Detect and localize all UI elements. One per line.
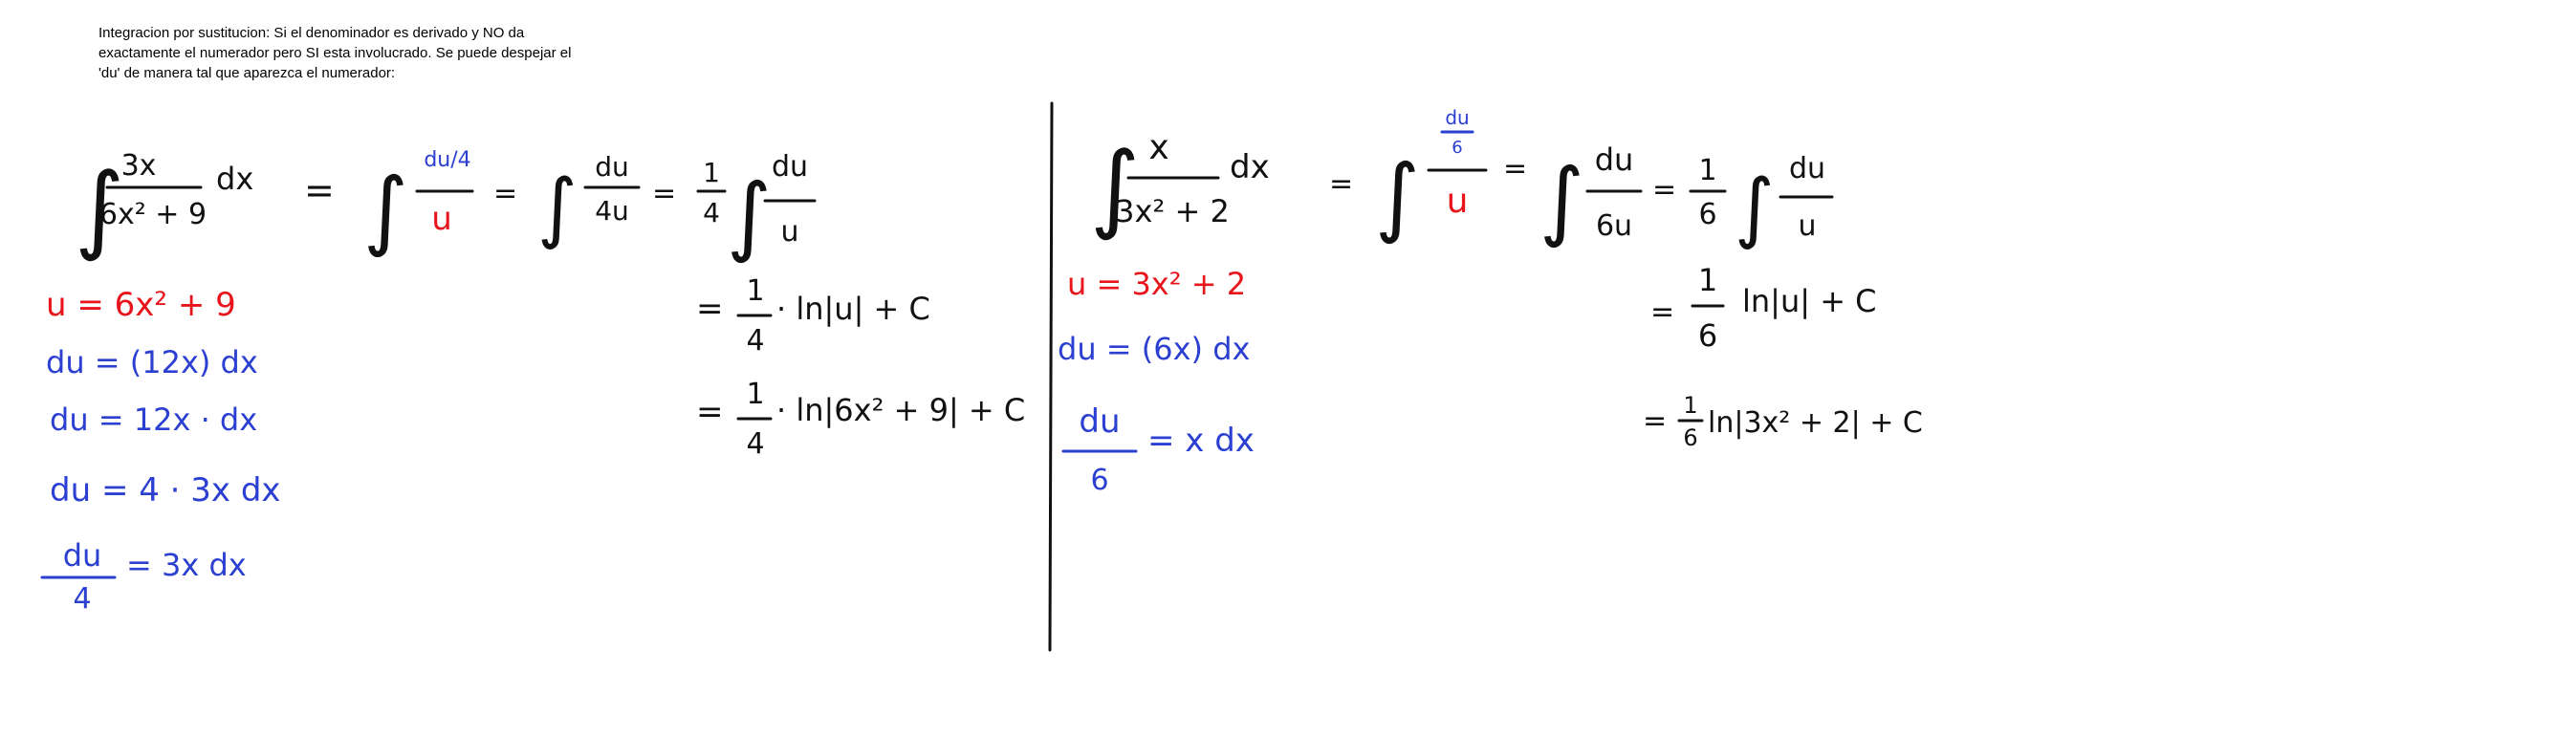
dx-label: dx — [216, 161, 254, 197]
equals-sign: = — [652, 177, 677, 210]
sub-denominator: u — [431, 200, 452, 238]
coefficient-denominator: 6 — [1698, 198, 1717, 231]
result-expression: · ln|u| + C — [776, 291, 930, 327]
sub-numerator: du/4 — [424, 148, 471, 172]
substitution-du: du = 12x · dx — [50, 402, 258, 438]
equals-sign: = — [696, 393, 724, 431]
integral-sign: ∫ — [537, 163, 578, 251]
integral-sign: ∫ — [1090, 131, 1141, 243]
right-example — [1058, 106, 1923, 497]
equals-sign: = — [1503, 152, 1528, 185]
fraction-numerator: du — [1079, 402, 1121, 441]
result-expression: · ln|6x² + 9| + C — [776, 392, 1026, 428]
fraction-numerator: du — [595, 151, 629, 183]
sub-denominator: u — [1446, 182, 1469, 221]
equals-sign: = — [696, 290, 724, 328]
fraction-denominator: 4u — [595, 195, 629, 227]
result-expression: ln|3x² + 2| + C — [1708, 406, 1923, 440]
substitution-result: = 3x dx — [126, 547, 247, 583]
substitution-u: u = 6x² + 9 — [46, 286, 236, 324]
left-example — [42, 148, 1025, 616]
substitution-du: du = (12x) dx — [46, 344, 258, 380]
integral-sign: ∫ — [1375, 146, 1420, 247]
coefficient-denominator: 4 — [746, 427, 765, 461]
equals-sign: = — [493, 177, 518, 210]
equals-sign: = — [1652, 173, 1677, 206]
coefficient-numerator: 1 — [746, 274, 765, 308]
substitution-result: = x dx — [1147, 422, 1255, 460]
coefficient-denominator: 6 — [1697, 317, 1718, 354]
coefficient-denominator: 6 — [1683, 424, 1698, 451]
coefficient-numerator: 1 — [703, 157, 720, 188]
intro-line-3: 'du' de manera tal que aparezca el numerador: — [98, 65, 396, 81]
coefficient-denominator: 4 — [746, 324, 765, 358]
fraction-numerator: du — [771, 150, 809, 184]
integral-sign: ∫ — [1539, 150, 1584, 250]
fraction-numerator: du — [1594, 141, 1634, 178]
coefficient-numerator: 1 — [1697, 262, 1718, 298]
divider-line — [1050, 103, 1052, 650]
fraction-numerator: x — [1148, 128, 1169, 167]
fraction-numerator: du — [1788, 152, 1826, 185]
intro-line-2: exactamente el numerador pero SI esta involucrado. Se puede despejar el — [98, 45, 572, 61]
fraction-denominator: 3x² + 2 — [1115, 193, 1230, 229]
fraction-denominator: u — [1798, 209, 1817, 243]
equals-sign: = — [1329, 167, 1354, 201]
substitution-u: u = 3x² + 2 — [1067, 266, 1247, 302]
dx-label: dx — [1230, 148, 1270, 186]
fraction-numerator: 3x — [120, 149, 157, 183]
fraction-denominator: 4 — [73, 582, 92, 616]
equals-sign: = — [1643, 404, 1668, 438]
result-expression: ln|u| + C — [1742, 283, 1877, 319]
integral-sign: ∫ — [75, 152, 125, 264]
fraction-denominator: 6x² + 9 — [98, 198, 207, 231]
fraction-denominator: 6 — [1090, 464, 1109, 497]
sub-numerator: du — [1445, 106, 1470, 129]
integral-sign: ∫ — [727, 165, 772, 266]
sub-numerator-denominator: 6 — [1452, 138, 1463, 158]
integral-sign: ∫ — [1735, 163, 1775, 251]
fraction-numerator: du — [62, 537, 102, 574]
intro-line-1: Integracion por sustitucion: Si el denominador es derivado y NO da — [98, 25, 525, 41]
coefficient-numerator: 1 — [1698, 154, 1717, 187]
coefficient-numerator: 1 — [746, 378, 765, 411]
integral-sign: ∫ — [363, 160, 408, 260]
substitution-du: du = 4 · 3x dx — [50, 471, 281, 510]
coefficient-denominator: 4 — [703, 197, 720, 228]
equals-sign: = — [1650, 295, 1675, 329]
fraction-denominator: u — [780, 215, 799, 249]
coefficient-numerator: 1 — [1683, 392, 1698, 419]
substitution-du: du = (6x) dx — [1058, 331, 1251, 367]
fraction-denominator: 6u — [1595, 209, 1633, 243]
equals-sign: = — [304, 169, 335, 211]
